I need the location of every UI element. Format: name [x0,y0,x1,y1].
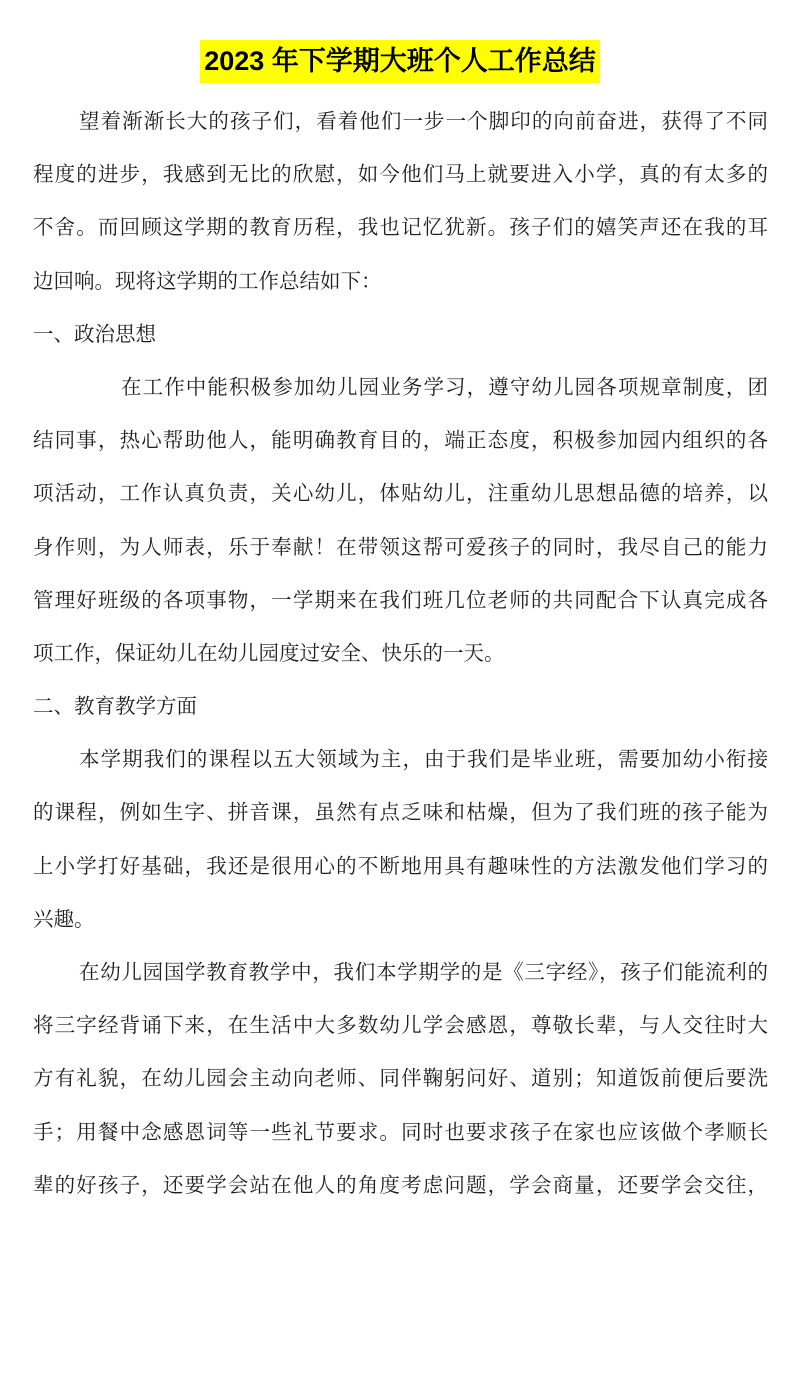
paragraph-intro-line: 程度的进步，我感到无比的欣慰，如今他们马上就要进入小学，真的有太多的 [33,162,768,187]
paragraph-guoxue-line: 将三字经背诵下来，在生活中大多数幼儿学会感恩，尊敬长辈，与人交往时大 [33,1013,768,1038]
paragraph-intro-line: 望着渐渐长大的孩子们，看着他们一步一个脚印的向前奋进，获得了不同 [79,109,768,133]
paragraph-curriculum-line: 上小学打好基础，我还是很用心的不断地用具有趣味性的方法激发他们学习的 [33,853,768,878]
paragraph-curriculum-line: 兴趣。 [33,906,95,931]
section-heading-education: 二、教育教学方面 [33,694,197,719]
paragraph-politics-line: 在工作中能积极参加幼儿园业务学习，遵守幼儿园各项规章制度，团 [121,374,768,399]
paragraph-guoxue-line: 方有礼貌，在幼儿园会主动向老师、同伴鞠躬问好、道别；知道饭前便后要洗 [33,1066,768,1091]
paragraph-curriculum-line: 的课程，例如生字、拼音课，虽然有点乏味和枯燥，但为了我们班的孩子能为 [33,800,768,825]
paragraph-politics-line: 结同事，热心帮助他人，能明确教育目的，端正态度，积极参加园内组织的各 [33,428,768,453]
document-title: 2023 年下学期大班个人工作总结 [200,40,600,83]
title-container [0,40,800,83]
paragraph-guoxue-line: 辈的好孩子，还要学会站在他人的角度考虑问题，学会商量，还要学会交往， [33,1172,768,1197]
paragraph-politics-line: 管理好班级的各项事物，一学期来在我们班几位老师的共同配合下认真完成各 [33,587,768,612]
section-heading-politics: 一、政治思想 [33,321,156,346]
paragraph-intro-line: 边回响。现将这学期的工作总结如下： [33,268,382,293]
paragraph-guoxue-line: 在幼儿园国学教育教学中，我们本学期学的是《三字经》，孩子们能流利的 [79,960,768,984]
paragraph-guoxue-line: 手；用餐中念感恩词等一些礼节要求。同时也要求孩子在家也应该做个孝顺长 [33,1119,768,1144]
paragraph-politics-line: 项工作，保证幼儿在幼儿园度过安全、快乐的一天。 [33,640,505,665]
paragraph-curriculum-line: 本学期我们的课程以五大领域为主，由于我们是毕业班，需要加幼小衔接 [79,747,768,772]
paragraph-intro-line: 不舍。而回顾这学期的教育历程，我也记忆犹新。孩子们的嬉笑声还在我的耳 [33,215,768,240]
paragraph-politics-line: 项活动，工作认真负责，关心幼儿，体贴幼儿，注重幼儿思想品德的培养，以 [33,481,768,506]
paragraph-politics-line: 身作则，为人师表，乐于奉献！在带领这帮可爱孩子的同时，我尽自己的能力 [33,534,768,559]
document-body [33,95,768,1212]
